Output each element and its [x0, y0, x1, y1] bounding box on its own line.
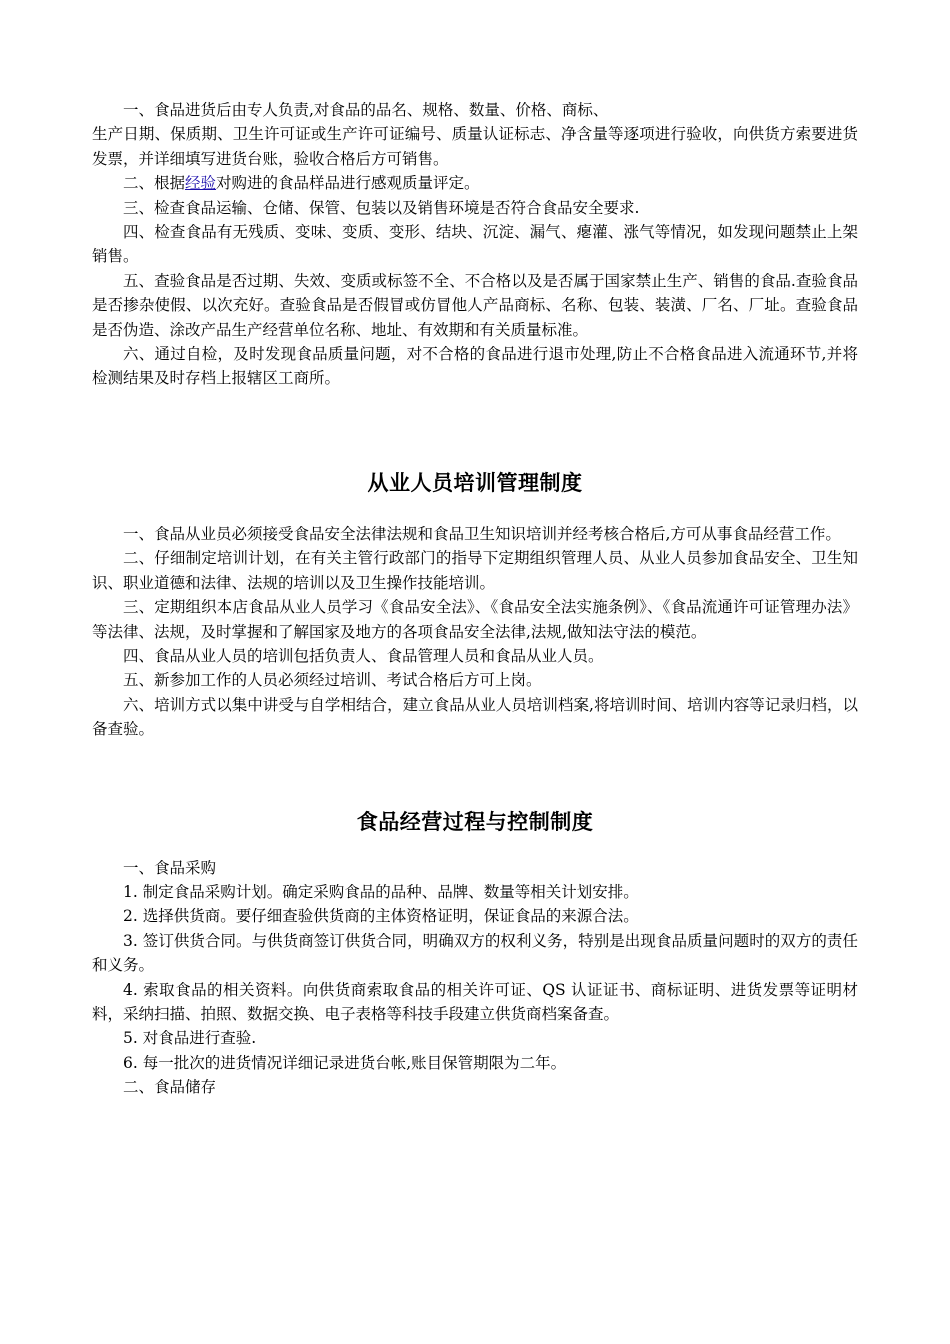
s2-paragraph-5: 五、新参加工作的人员必须经过培训、考试合格后方可上岗。: [123, 671, 542, 690]
operation-section-title: 食品经营过程与控制制度: [356, 809, 594, 834]
s2-paragraph-2: 二、仔细制定培训计划，在有关主管行政部门的指导下定期组织管理人员、从业人员参加食品安全、卫生知识、职业道德和法律、法规的培训以及卫生操作技能培训。: [92, 549, 858, 592]
s1-p2-before: 二、根据: [123, 174, 186, 193]
s1-paragraph-2: [92, 171, 858, 195]
s3-item-2: 2. 选择供货商。要仔细查验供货商的主体资格证明，保证食品的来源合法。: [123, 907, 639, 926]
s3-item-6: 6. 每一批次的进货情况详细记录进货台帐,账目保管期限为二年。: [123, 1053, 567, 1072]
document-page: [92, 98, 858, 1100]
section-spacer: [92, 391, 858, 467]
experience-link[interactable]: 经验: [185, 174, 217, 193]
s1-p1-rest: 生产日期、保质期、卫生许可证或生产许可证编号、质量认证标志、净含量等逐项进行验收，向供货方索要进货发票，并详细填写进货台账，验收合格后方可销售。: [92, 125, 858, 168]
s2-paragraph-6: 六、培训方式以集中讲受与自学相结合，建立食品从业人员培训档案,将培训时间、培训内容等记录归档，以备查验。: [92, 695, 858, 739]
s2-paragraph-1: 一、食品从业员必须接受食品安全法律法规和食品卫生知识培训并经考核合格后,方可从事食品经营工作。: [123, 524, 841, 543]
s1-paragraph-5: 五、查验食品是否过期、失效、变质或标签不全、不合格以及是否属于国家禁止生产、销售的食品.查验食品是否掺杂使假、以次充好。查验食品是否假冒或仿冒他人产品商标、名称、包装、装潢、厂名、厂址。查验食品是否伪造、涂改产品生产经营单位名称、地址、有效期和有关质量标准。: [92, 271, 858, 339]
section-spacer: [92, 742, 858, 806]
s3-item-5: 5. 对食品进行查验.: [123, 1029, 257, 1048]
title-spacer: [92, 836, 858, 856]
s2-paragraph-4: 四、食品从业人员的培训包括负责人、食品管理人员和食品从业人员。: [123, 646, 604, 665]
s3-heading-storage: 二、食品储存: [123, 1078, 217, 1097]
s1-p1-line1: 一、食品进货后由专人负责,对食品的品名、规格、数量、价格、商标、: [123, 101, 609, 119]
s1-p2-after: 对购进的食品样品进行感观质量评定。: [216, 174, 480, 193]
s3-item-4: 4. 索取食品的相关资料。向供货商索取食品的相关许可证、QS 认证证书、商标证明、进货发票等证明材料，采纳扫描、拍照、数据交换、电子表格等科技手段建立供货商档案备查。: [92, 980, 858, 1023]
s1-paragraph-3: 三、检查食品运输、仓储、保管、包装以及销售环境是否符合食品安全要求.: [123, 198, 640, 217]
s1-paragraph-6: 六、通过自检，及时发现食品质量问题，对不合格的食品进行退市处理,防止不合格食品进入流通环节,并将检测结果及时存档上报辖区工商所。: [92, 345, 858, 388]
s2-paragraph-3: 三、定期组织本店食品从业人员学习《食品安全法》、《食品安全法实施条例》、《食品流通许可证管理办法》等法律、法规，及时掌握和了解国家及地方的各项食品安全法律,法规,做知法守法的模范。: [92, 598, 858, 641]
s3-item-1: 1. 制定食品采购计划。确定采购食品的品种、品牌、数量等相关计划安排。: [123, 882, 639, 901]
s1-paragraph-1: [92, 98, 858, 171]
training-section-title: 从业人员培训管理制度: [367, 470, 583, 495]
s1-paragraph-4: 四、检查食品有无残质、变味、变质、变形、结块、沉淀、漏气、瘪灌、涨气等情况，如发现问题禁止上架销售。: [92, 223, 858, 266]
s3-item-3: 3. 签订供货合同。与供货商签订供货合同，明确双方的权利义务，特别是出现食品质量问题时的双方的责任和义务。: [92, 931, 858, 975]
title-spacer: [92, 497, 858, 522]
s3-heading-procurement: 一、食品采购: [123, 858, 217, 877]
